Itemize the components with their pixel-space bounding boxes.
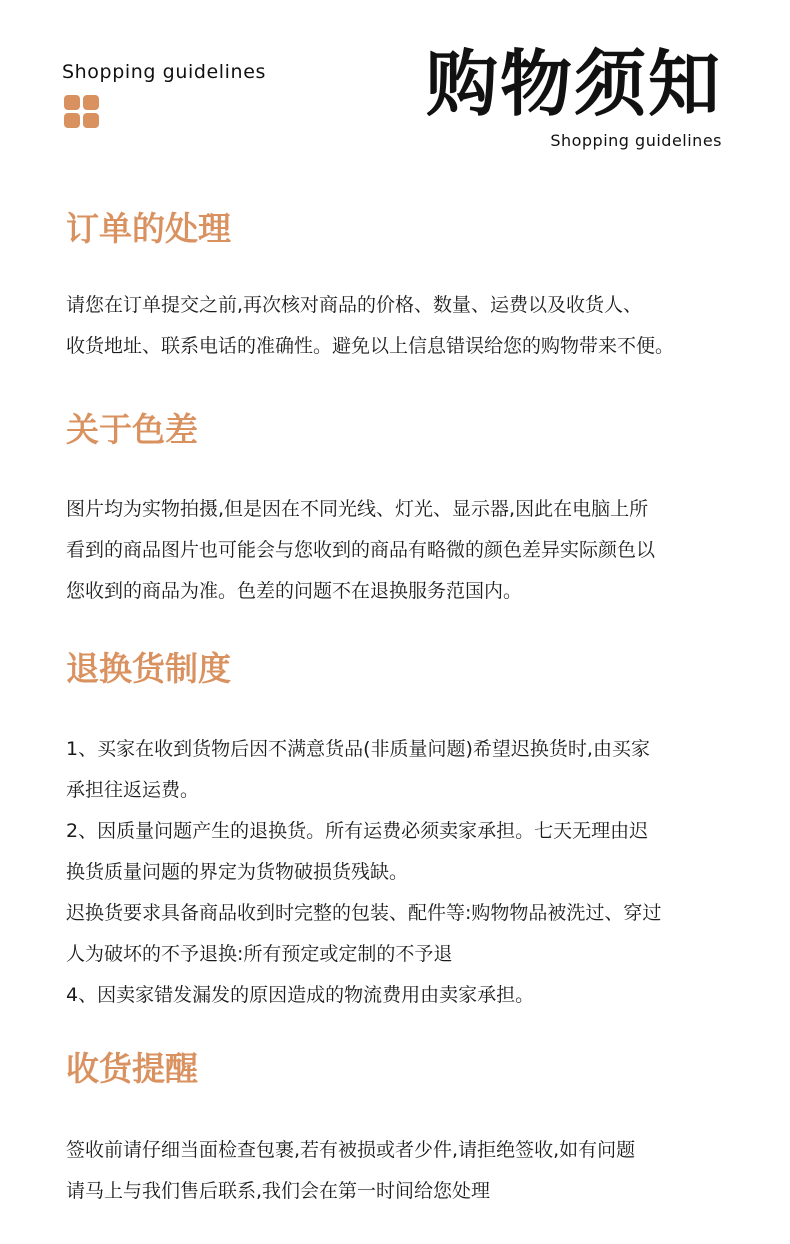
paragraph-line: 4、因卖家错发漏发的原因造成的物流费用由卖家承担。	[66, 984, 535, 1006]
paragraph-line: 收货地址、联系电话的准确性。避免以上信息错误给您的购物带来不便。	[66, 335, 675, 357]
section-body	[66, 1130, 736, 1212]
page-title: 购物须知	[425, 42, 722, 126]
paragraph-line: 换货质量问题的界定为货物破损货残缺。	[66, 861, 409, 883]
paragraph-line: 看到的商品图片也可能会与您收到的商品有略微的颜色差异实际颜色以	[66, 539, 656, 561]
paragraph-line: 迟换货要求具备商品收到时完整的包装、配件等:购物物品被洗过、穿过	[66, 902, 662, 924]
section-return-policy	[66, 649, 736, 1016]
paragraph-line: 请马上与我们售后联系,我们会在第一时间给您处理	[66, 1180, 491, 1202]
page-header	[0, 0, 790, 170]
section-body	[66, 729, 736, 1016]
section-title: 收货提醒	[66, 1049, 198, 1088]
section-title: 退换货制度	[66, 649, 231, 688]
section-title: 关于色差	[66, 410, 198, 449]
paragraph-line: 请您在订单提交之前,再次核对商品的价格、数量、运费以及收货人、	[66, 294, 643, 316]
paragraph-line: 您收到的商品为准。色差的问题不在退换服务范国内。	[66, 580, 523, 602]
grid-square-icon	[64, 95, 80, 110]
section-title: 订单的处理	[66, 209, 231, 248]
header-subtitle-right: Shopping guidelines	[550, 131, 722, 150]
header-subtitle-left: Shopping guidelines	[62, 61, 266, 83]
paragraph-line: 签收前请仔细当面检查包裹,若有被损或者少件,请拒绝签收,如有问题	[66, 1139, 636, 1161]
section-order-processing	[66, 209, 736, 367]
paragraph-line: 2、因质量问题产生的退换货。所有运费必须卖家承担。七天无理由迟	[66, 820, 649, 842]
grid-square-icon	[64, 113, 80, 128]
paragraph-line: 1、买家在收到货物后因不满意货品(非质量问题)希望迟换货时,由买家	[66, 738, 650, 760]
grid-square-icon	[83, 95, 99, 110]
four-squares-grid-icon	[64, 95, 100, 128]
section-receipt-reminder	[66, 1049, 736, 1212]
paragraph-line: 人为破坏的不予退换:所有预定或定制的不予退	[66, 943, 453, 965]
section-body	[66, 285, 736, 367]
grid-square-icon	[83, 113, 99, 128]
section-color-difference	[66, 410, 736, 612]
paragraph-line: 承担往返运费。	[66, 779, 200, 801]
paragraph-line: 图片均为实物拍摄,但是因在不同光线、灯光、显示器,因此在电脑上所	[66, 498, 649, 520]
section-body	[66, 489, 736, 612]
